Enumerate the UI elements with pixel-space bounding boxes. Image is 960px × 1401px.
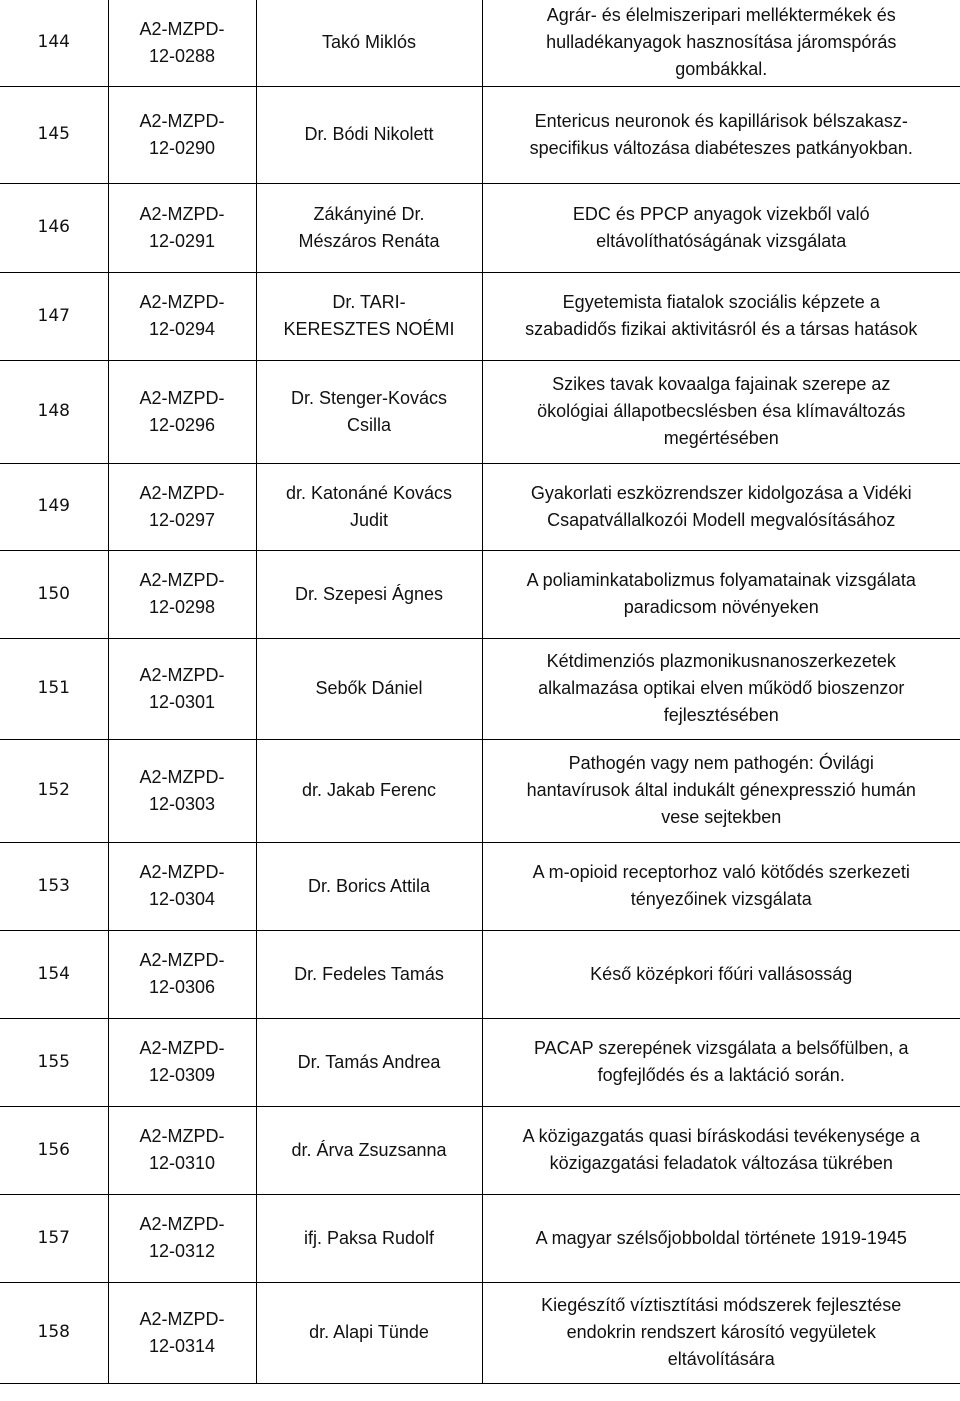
project-code: A2-MZPD- 12-0303 [108,739,256,842]
researcher-name: dr. Alapi Tünde [256,1282,482,1383]
table-row [0,1194,960,1282]
row-number: 150 [0,550,108,638]
project-code: A2-MZPD- 12-0296 [108,360,256,463]
researcher-name: Dr. TARI- KERESZTES NOÉMI [256,272,482,360]
researcher-name: dr. Katonáné Kovács Judit [256,463,482,550]
table-row [0,463,960,550]
row-number: 154 [0,930,108,1018]
table-row [0,1106,960,1194]
project-code: A2-MZPD- 12-0301 [108,638,256,739]
row-number: 156 [0,1106,108,1194]
table-row [0,550,960,638]
table-row [0,183,960,272]
researcher-name: Dr. Borics Attila [256,842,482,930]
table-row [0,739,960,842]
project-title: Késő középkori főúri vallásosság [482,930,960,1018]
project-title: A közigazgatás quasi bíráskodási tevékenysége a közigazgatási feladatok változása tükrében [482,1106,960,1194]
table-row [0,842,960,930]
project-title: PACAP szerepének vizsgálata a belsőfülben, a fogfejlődés és a laktáció során. [482,1018,960,1106]
row-number: 155 [0,1018,108,1106]
project-title: Agrár- és élelmiszeripari melléktermékek és hulladékanyagok hasznosítása járomspórás gombákkal. [482,0,960,86]
project-code: A2-MZPD- 12-0288 [108,0,256,86]
project-title: Pathogén vagy nem pathogén: Óvilági hantavírusok által indukált génexpresszió humán vese sejtekben [482,739,960,842]
row-number: 149 [0,463,108,550]
row-number: 144 [0,0,108,86]
researcher-name: Dr. Fedeles Tamás [256,930,482,1018]
project-title: EDC és PPCP anyagok vizekből való eltávolíthatóságának vizsgálata [482,183,960,272]
row-number: 152 [0,739,108,842]
table-row [0,86,960,183]
project-title: A poliaminkatabolizmus folyamatainak vizsgálata paradicsom növényeken [482,550,960,638]
researcher-name: dr. Árva Zsuzsanna [256,1106,482,1194]
project-title: Kétdimenziós plazmonikusnanoszerkezetek alkalmazása optikai elven működő bioszenzor fejlesztésében [482,638,960,739]
researcher-name: Sebők Dániel [256,638,482,739]
project-title: Kiegészítő víztisztítási módszerek fejlesztése endokrin rendszert károsító vegyületek eltávolítására [482,1282,960,1383]
row-number: 146 [0,183,108,272]
project-code: A2-MZPD- 12-0297 [108,463,256,550]
project-code: A2-MZPD- 12-0309 [108,1018,256,1106]
researcher-name: Dr. Tamás Andrea [256,1018,482,1106]
project-code: A2-MZPD- 12-0294 [108,272,256,360]
researcher-name: Dr. Bódi Nikolett [256,86,482,183]
row-number: 148 [0,360,108,463]
table-row [0,360,960,463]
project-title: Egyetemista fiatalok szociális képzete a szabadidős fizikai aktivitásról és a társas hatások [482,272,960,360]
researcher-name: ifj. Paksa Rudolf [256,1194,482,1282]
row-number: 158 [0,1282,108,1383]
row-number: 147 [0,272,108,360]
project-code: A2-MZPD- 12-0291 [108,183,256,272]
table-row [0,1018,960,1106]
project-title: Entericus neuronok és kapillárisok bélszakasz- specifikus változása diabéteszes patkányokban. [482,86,960,183]
project-code: A2-MZPD- 12-0298 [108,550,256,638]
table-row [0,0,960,86]
table-row [0,272,960,360]
row-number: 157 [0,1194,108,1282]
table-row [0,638,960,739]
researcher-name: Dr. Szepesi Ágnes [256,550,482,638]
project-code: A2-MZPD- 12-0310 [108,1106,256,1194]
researcher-name: Takó Miklós [256,0,482,86]
row-number: 145 [0,86,108,183]
project-title: Szikes tavak kovaalga fajainak szerepe az ökológiai állapotbecslésben ésa klímaváltozás megértésében [482,360,960,463]
project-title: A m-opioid receptorhoz való kötődés szerkezeti tényezőinek vizsgálata [482,842,960,930]
project-code: A2-MZPD- 12-0304 [108,842,256,930]
row-number: 153 [0,842,108,930]
project-code: A2-MZPD- 12-0312 [108,1194,256,1282]
table-row [0,930,960,1018]
project-title: A magyar szélsőjobboldal története 1919-1945 [482,1194,960,1282]
table-row [0,1282,960,1383]
project-code: A2-MZPD- 12-0290 [108,86,256,183]
project-code: A2-MZPD- 12-0314 [108,1282,256,1383]
researcher-name: dr. Jakab Ferenc [256,739,482,842]
researcher-name: Zákányiné Dr. Mészáros Renáta [256,183,482,272]
project-code: A2-MZPD- 12-0306 [108,930,256,1018]
project-title: Gyakorlati eszközrendszer kidolgozása a Vidéki Csapatvállalkozói Modell megvalósításához [482,463,960,550]
researcher-name: Dr. Stenger-Kovács Csilla [256,360,482,463]
row-number: 151 [0,638,108,739]
